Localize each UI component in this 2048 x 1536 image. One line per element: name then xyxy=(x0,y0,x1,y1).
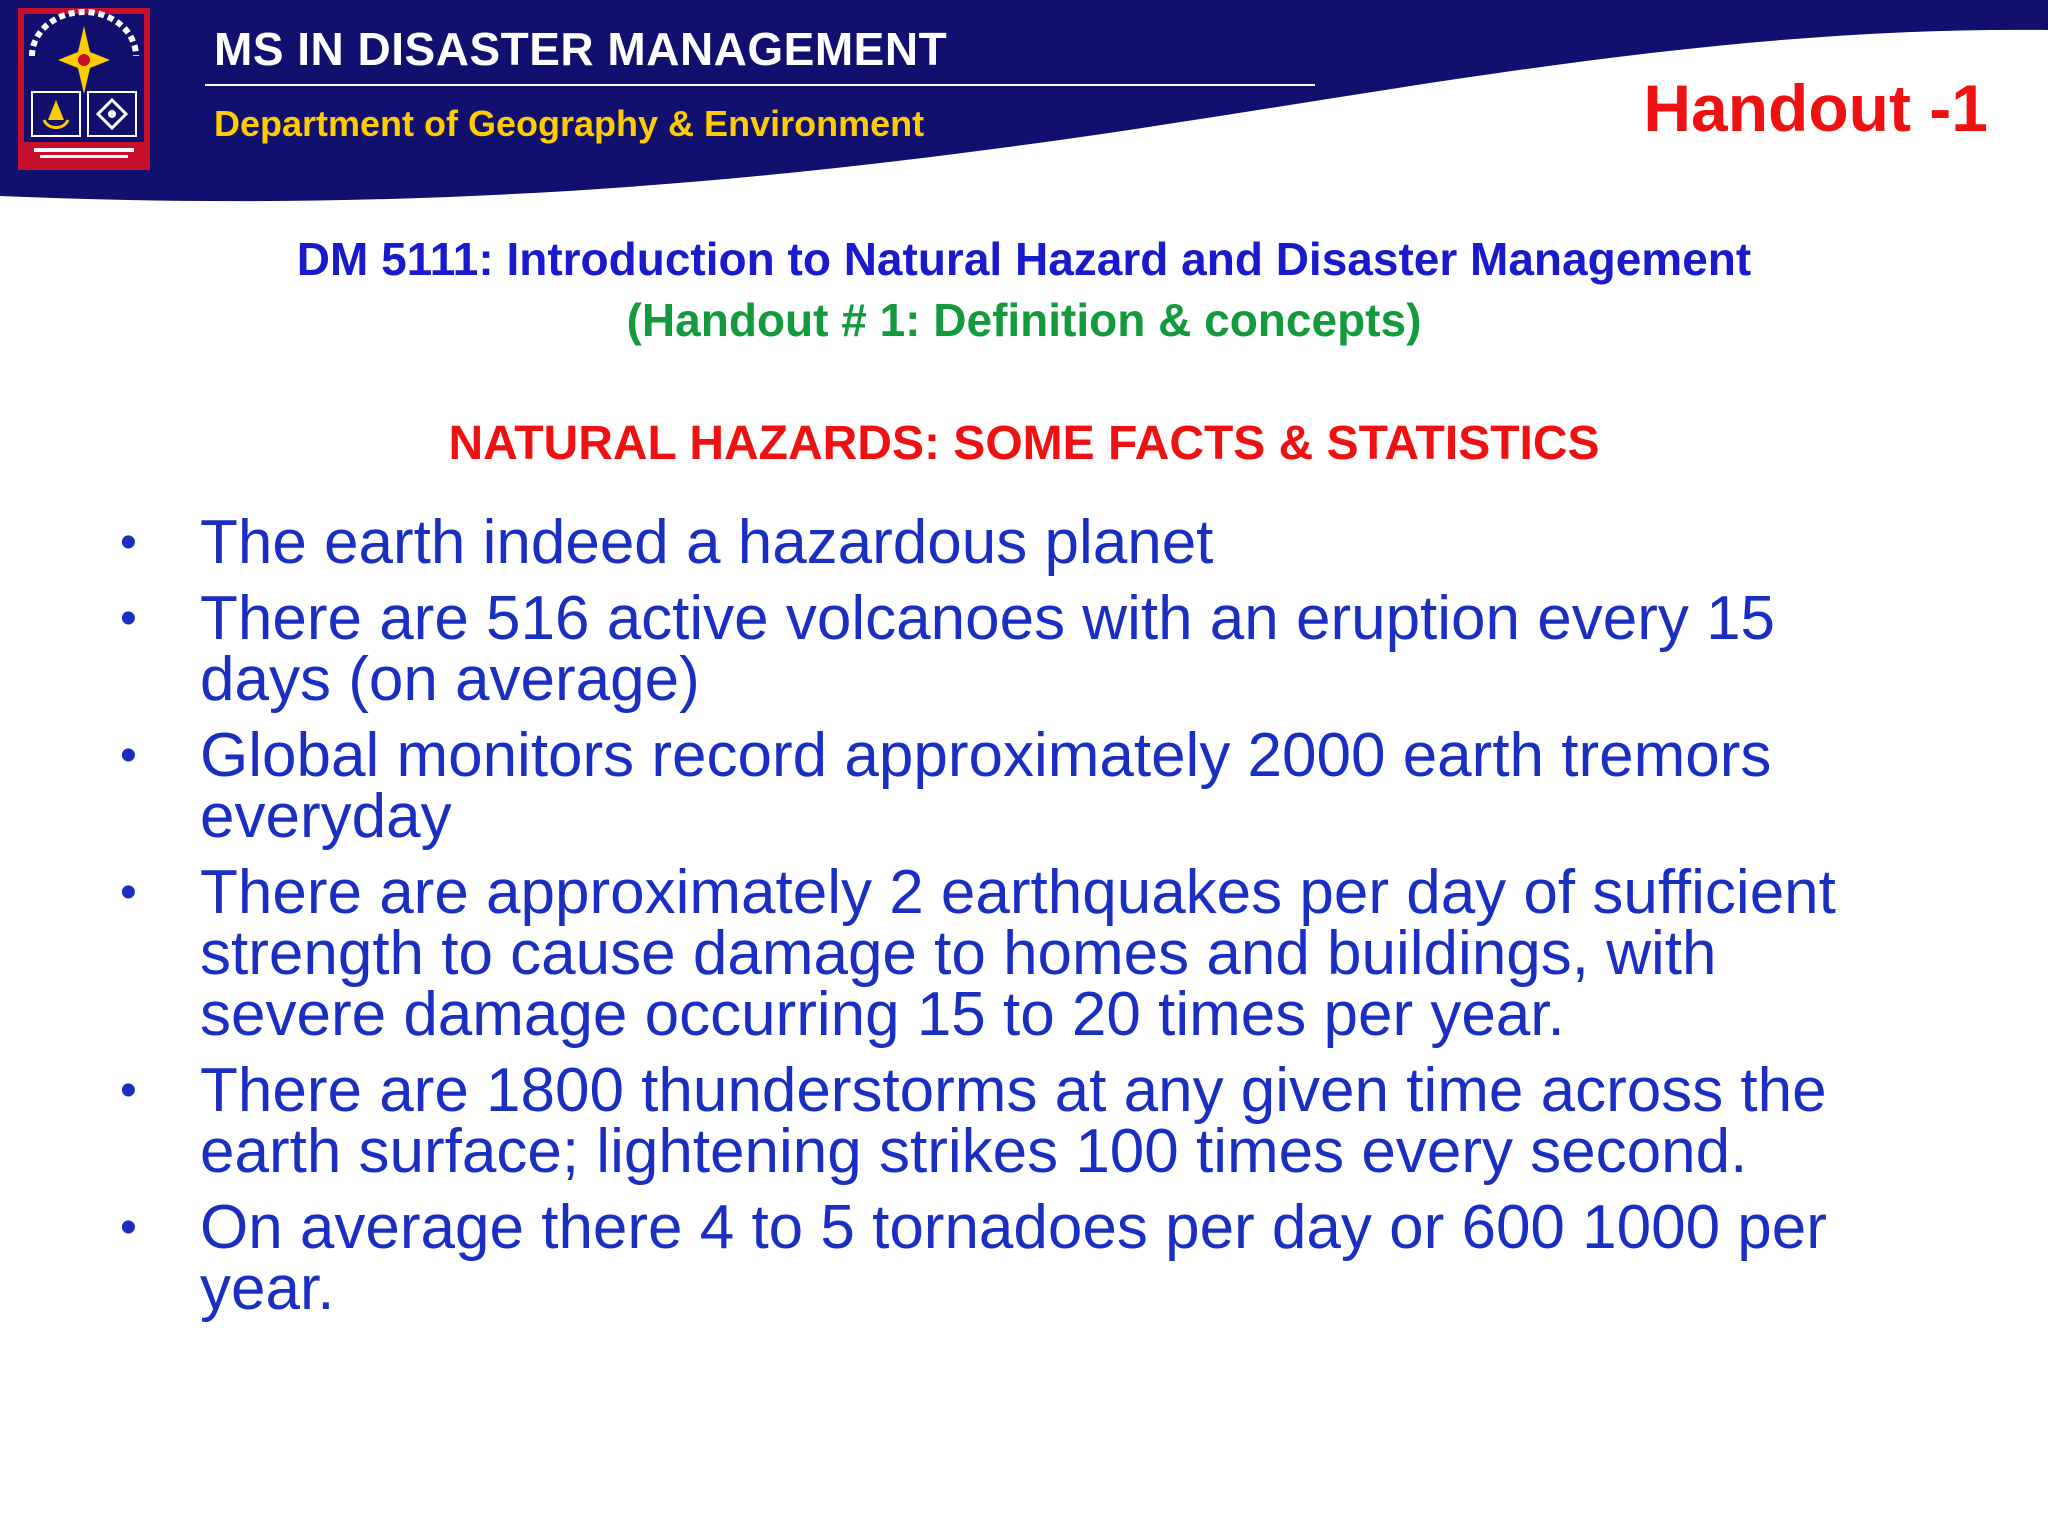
list-item-text: severe damage occurring 15 to 20 times per year. xyxy=(200,980,1565,1049)
bullet-icon: • xyxy=(120,729,137,782)
facts-list xyxy=(120,508,1900,1334)
bullet-icon: • xyxy=(120,516,137,569)
list-item xyxy=(120,721,1900,851)
list-item-text: earth surface; lightening strikes 100 times every second. xyxy=(200,1117,1748,1186)
course-title: DM 5111: Introduction to Natural Hazard and Disaster Management xyxy=(296,233,1752,285)
list-item-text: On average there 4 to 5 tornadoes per day or 600 1000 per xyxy=(200,1193,1827,1262)
list-item xyxy=(120,1056,1900,1186)
department-name: Department of Geography & Environment xyxy=(214,103,925,144)
course-subtitle: (Handout # 1: Definition & concepts) xyxy=(626,294,1422,346)
list-item-text: year. xyxy=(200,1254,335,1323)
bullet-icon: • xyxy=(120,1201,137,1254)
list-item-text: There are 1800 thunderstorms at any given time across the xyxy=(200,1056,1827,1125)
list-item-text: everyday xyxy=(200,782,452,851)
bullet-icon: • xyxy=(120,866,137,919)
list-item xyxy=(120,1193,1900,1323)
list-item xyxy=(120,858,1900,1049)
university-seal-icon xyxy=(18,8,150,170)
list-item-text: Global monitors record approximately 2000 earth tremors xyxy=(200,721,1772,790)
list-item-text: strength to cause damage to homes and buildings, with xyxy=(200,919,1717,988)
list-item xyxy=(120,508,1900,577)
list-item-text: The earth indeed a hazardous planet xyxy=(200,508,1214,577)
list-item xyxy=(120,584,1900,714)
bullet-icon: • xyxy=(120,1064,137,1117)
program-title: MS IN DISASTER MANAGEMENT xyxy=(214,23,948,75)
bullet-icon: • xyxy=(120,592,137,645)
section-heading: NATURAL HAZARDS: SOME FACTS & STATISTICS xyxy=(448,417,1600,470)
list-item-text: days (on average) xyxy=(200,645,700,714)
list-item-text: There are approximately 2 earthquakes per day of sufficient xyxy=(200,858,1836,927)
list-item-text: There are 516 active volcanoes with an eruption every 15 xyxy=(200,584,1776,653)
header-divider xyxy=(205,84,1315,86)
handout-label: Handout -1 xyxy=(1643,71,1988,145)
